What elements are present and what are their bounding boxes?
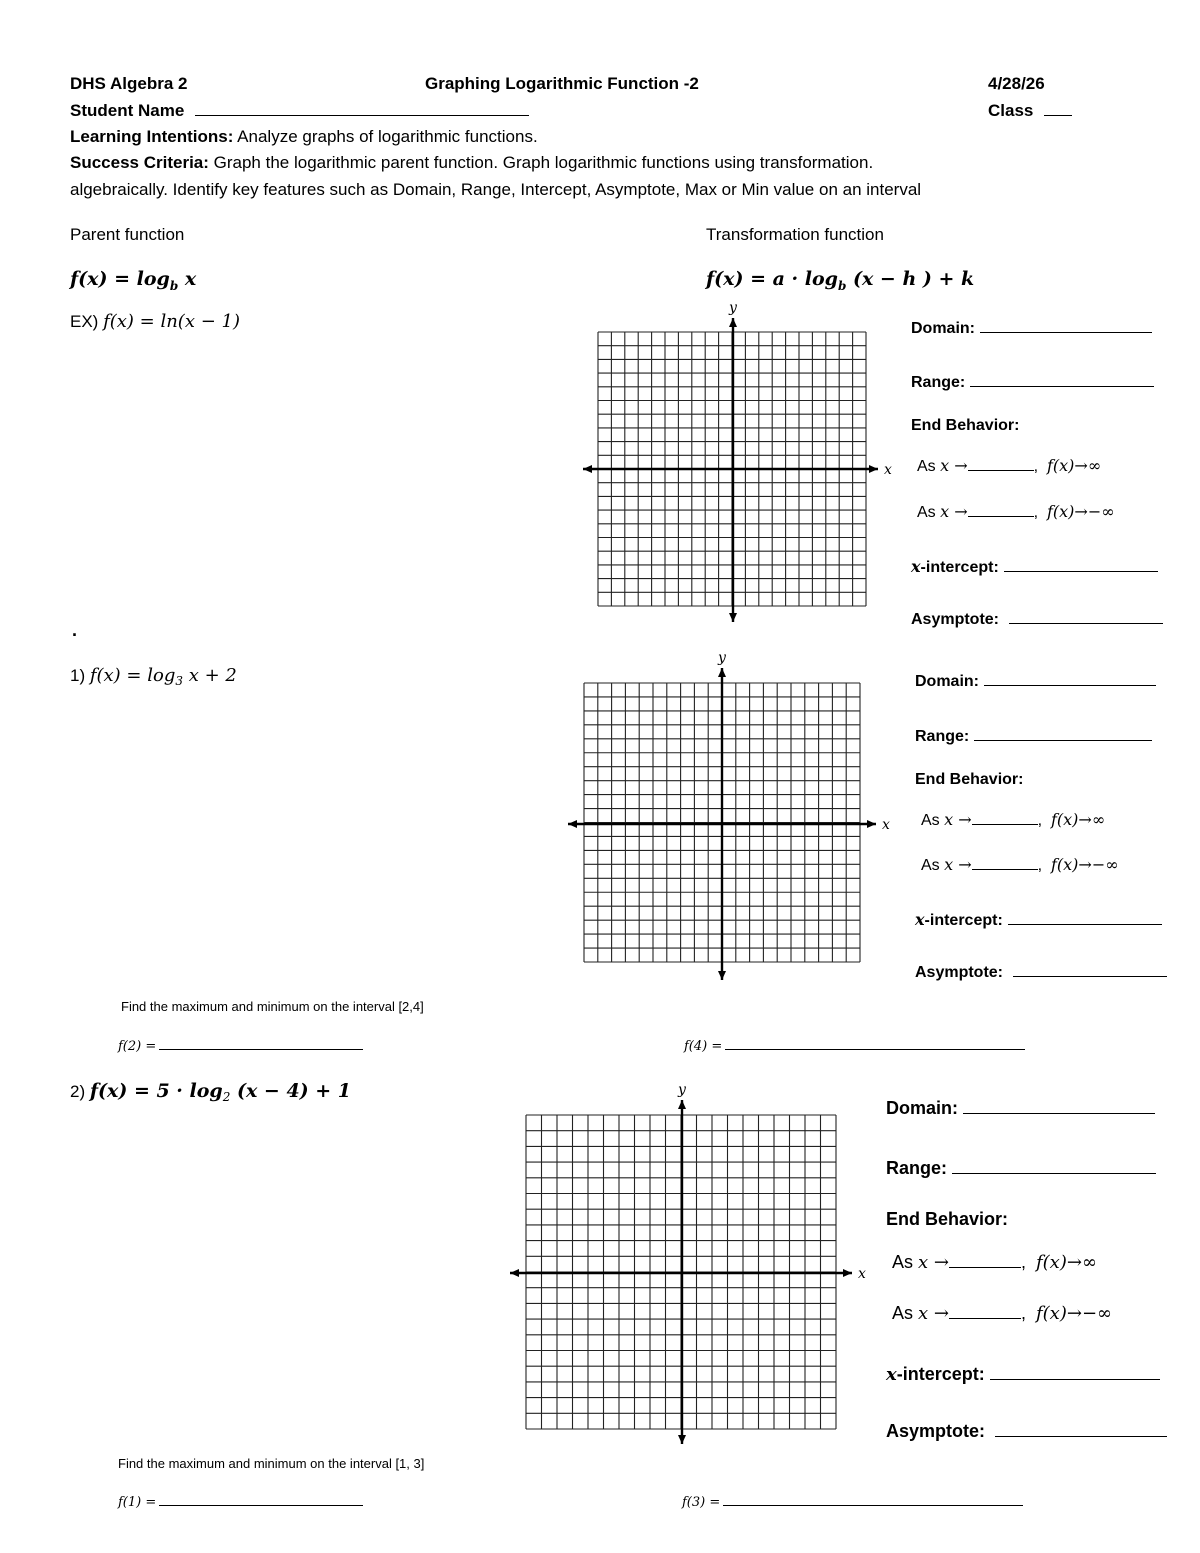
x-intercept-blank[interactable]	[1004, 557, 1158, 572]
asymptote-field[interactable]	[911, 609, 1163, 629]
eval-f2-label: f(2) =	[118, 1039, 157, 1054]
fx-to-infinity: f(x)→∞	[1050, 810, 1106, 829]
domain-label: Domain:	[915, 673, 979, 690]
success-criteria-text: Graph the logarithmic parent function. Graph logarithmic functions using transformation.	[208, 153, 874, 172]
range-blank[interactable]	[952, 1159, 1156, 1174]
asymptote-field[interactable]	[886, 1421, 1167, 1442]
domain-blank[interactable]	[984, 671, 1156, 686]
problem-2-prefix: 2)	[70, 1082, 90, 1101]
end-behavior-label: End Behavior:	[915, 771, 1024, 788]
x-intercept-x: x	[915, 910, 925, 929]
x-axis-arrow-left	[583, 465, 592, 473]
as-text: As	[917, 504, 941, 521]
x-intercept-field[interactable]	[915, 910, 1162, 930]
problem-2	[70, 1080, 351, 1104]
x-axis-arrow-left	[568, 820, 577, 828]
y-axis-arrow-top	[718, 668, 726, 677]
parent-formula	[70, 268, 196, 293]
example-problem	[70, 311, 240, 332]
problem-1-formula-main: f(x) = log	[89, 665, 176, 686]
x-intercept-x: x	[911, 557, 921, 576]
as-text: As	[921, 812, 945, 829]
parent-formula-tail: x	[178, 268, 197, 290]
eval-f2-blank[interactable]	[159, 1038, 363, 1050]
interval-prompt-1: Find the maximum and minimum on the interval [2,4]	[121, 999, 424, 1014]
class-field[interactable]	[988, 101, 1072, 121]
success-criteria-line2: algebraically. Identify key features such as Domain, Range, Intercept, Asymptote, Max or Min value on an interval	[70, 180, 922, 199]
transformation-formula	[706, 268, 974, 293]
as-text: As	[892, 1303, 919, 1323]
end-behavior-blank[interactable]	[949, 1253, 1021, 1268]
transformation-formula-base: b	[837, 278, 847, 293]
parent-function-heading: Parent function	[70, 225, 185, 244]
asymptote-label: Asymptote:	[915, 964, 1004, 981]
y-axis-arrow-bottom	[718, 971, 726, 980]
domain-label: Domain:	[886, 1098, 958, 1118]
problem-2-formula-base: 2	[222, 1090, 231, 1105]
end-behavior-blank[interactable]	[968, 502, 1034, 517]
x-axis-arrow-right	[867, 820, 876, 828]
interval-prompt-2: Find the maximum and minimum on the interval [1, 3]	[118, 1456, 425, 1471]
domain-label: Domain:	[911, 320, 975, 337]
x-axis-arrow-right	[869, 465, 878, 473]
domain-blank[interactable]	[980, 318, 1152, 333]
transformation-formula-tail: (x − h ) + k	[846, 268, 975, 290]
y-axis-arrow-bottom	[678, 1435, 686, 1444]
end-behavior-blank[interactable]	[972, 855, 1038, 870]
eval-f1[interactable]	[118, 1494, 363, 1510]
student-name-field[interactable]	[70, 101, 529, 121]
as-text: As	[921, 857, 945, 874]
end-behavior-row-pos[interactable]: As x → , f(x)→∞	[892, 1252, 1097, 1273]
asymptote-blank[interactable]	[995, 1422, 1167, 1437]
y-axis-label: y	[678, 1082, 686, 1098]
x-intercept-blank[interactable]	[990, 1365, 1160, 1380]
eval-f3-blank[interactable]	[723, 1494, 1023, 1506]
eval-f1-label: f(1) =	[118, 1495, 157, 1510]
eval-f2[interactable]	[118, 1038, 363, 1054]
as-text: As	[917, 458, 941, 475]
asymptote-blank[interactable]	[1013, 962, 1167, 977]
y-axis-label: y	[729, 300, 737, 316]
x-intercept-blank[interactable]	[1008, 910, 1162, 925]
problem-2-formula-tail: (x − 4) + 1	[230, 1080, 352, 1102]
eval-f3-label: f(3) =	[682, 1495, 721, 1510]
problem-1-prefix: 1)	[70, 666, 90, 685]
end-behavior-blank[interactable]	[972, 810, 1038, 825]
end-behavior-blank[interactable]	[968, 456, 1034, 471]
end-behavior-blank[interactable]	[949, 1304, 1021, 1319]
x-intercept-field[interactable]	[886, 1364, 1160, 1385]
eval-f4-label: f(4) =	[684, 1039, 723, 1054]
x-intercept-label: -intercept:	[924, 912, 1003, 929]
end-behavior-label: End Behavior:	[911, 417, 1020, 434]
x-arrow: x →	[918, 1303, 949, 1324]
transformation-function-heading: Transformation function	[706, 225, 884, 244]
student-name-label: Student Name	[70, 101, 185, 120]
range-label: Range:	[915, 728, 970, 745]
as-text: As	[892, 1252, 919, 1272]
range-field[interactable]	[915, 726, 1152, 746]
x-axis-arrow-right	[843, 1269, 852, 1277]
asymptote-label: Asymptote:	[911, 611, 1000, 628]
end-behavior-label: End Behavior:	[886, 1209, 1009, 1229]
graph-grid-problem-1[interactable]	[564, 644, 896, 984]
learning-intentions-text: Analyze graphs of logarithmic functions.	[233, 127, 538, 146]
end-behavior-row-neg[interactable]: As x → , f(x)→−∞	[892, 1303, 1113, 1324]
domain-blank[interactable]	[963, 1099, 1155, 1114]
x-arrow: x →	[944, 855, 972, 874]
y-axis-label: y	[718, 650, 726, 666]
student-name-blank[interactable]	[195, 101, 529, 116]
eval-f4[interactable]	[684, 1038, 1025, 1054]
learning-intentions	[70, 127, 538, 147]
asymptote-label: Asymptote:	[886, 1421, 986, 1441]
x-axis-label: x	[858, 1266, 866, 1282]
x-axis-label: x	[882, 817, 890, 833]
fx-to-neg-infinity: f(x)→−∞	[1046, 502, 1115, 521]
range-label: Range:	[911, 374, 966, 391]
worksheet-date: 4/28/26	[988, 74, 1045, 93]
x-intercept-field[interactable]	[911, 557, 1158, 577]
end-behavior-row-neg[interactable]: As x → , f(x)→−∞	[921, 855, 1119, 874]
class-label: Class	[988, 101, 1034, 120]
asymptote-field[interactable]	[915, 962, 1167, 982]
eval-f4-blank[interactable]	[725, 1038, 1025, 1050]
x-arrow: x →	[940, 456, 968, 475]
eval-f1-blank[interactable]	[159, 1494, 363, 1506]
x-axis-arrow-left	[510, 1269, 519, 1277]
parent-formula-base: b	[169, 278, 179, 293]
example-formula: f(x) = ln(x − 1)	[103, 311, 240, 332]
graph-grid-example[interactable]	[578, 296, 900, 626]
range-blank[interactable]	[974, 726, 1152, 741]
range-field[interactable]	[886, 1158, 1156, 1179]
x-intercept-label: -intercept:	[920, 559, 999, 576]
course-name: DHS Algebra 2	[70, 74, 188, 93]
domain-field[interactable]	[886, 1098, 1155, 1119]
x-arrow: x →	[918, 1252, 949, 1273]
x-arrow: x →	[944, 810, 972, 829]
x-intercept-x: x	[886, 1364, 897, 1385]
fx-to-neg-infinity: f(x)→−∞	[1050, 855, 1119, 874]
problem-2-formula-main: f(x) = 5 · log	[89, 1080, 223, 1102]
problem-1-formula-base: 3	[175, 674, 183, 689]
end-behavior-row-neg[interactable]: As x → , f(x)→−∞	[917, 502, 1115, 521]
parent-formula-main: f(x) = log	[70, 268, 170, 290]
x-intercept-label: -intercept:	[896, 1364, 985, 1384]
x-axis-label: x	[884, 462, 892, 478]
graph-grid-problem-2[interactable]	[506, 1074, 880, 1446]
success-criteria-label: Success Criteria:	[70, 153, 209, 172]
domain-field[interactable]	[915, 671, 1156, 691]
range-label: Range:	[886, 1158, 948, 1178]
range-field[interactable]	[911, 372, 1154, 392]
problem-1	[70, 665, 237, 688]
domain-field[interactable]	[911, 318, 1152, 338]
worksheet-title: Graphing Logarithmic Function -2	[425, 74, 699, 93]
eval-f3[interactable]	[682, 1494, 1023, 1510]
success-criteria	[70, 153, 873, 173]
example-prefix: EX)	[70, 312, 104, 331]
range-blank[interactable]	[970, 372, 1154, 387]
fx-to-infinity: f(x)→∞	[1036, 1252, 1097, 1273]
class-blank[interactable]	[1044, 101, 1072, 116]
fx-to-infinity: f(x)→∞	[1046, 456, 1102, 475]
y-axis-arrow-top	[729, 318, 737, 327]
y-axis-arrow-top	[678, 1100, 686, 1109]
stray-mark: .	[72, 620, 78, 640]
x-arrow: x →	[940, 502, 968, 521]
end-behavior-row-pos[interactable]: As x → , f(x)→∞	[921, 810, 1106, 829]
end-behavior-row-pos[interactable]: As x → , f(x)→∞	[917, 456, 1102, 475]
asymptote-blank[interactable]	[1009, 609, 1163, 624]
transformation-formula-main: f(x) = a · log	[706, 268, 838, 290]
y-axis-arrow-bottom	[729, 613, 737, 622]
fx-to-neg-infinity: f(x)→−∞	[1036, 1303, 1113, 1324]
learning-intentions-label: Learning Intentions:	[70, 127, 234, 146]
problem-1-formula-tail: x + 2	[182, 665, 237, 686]
